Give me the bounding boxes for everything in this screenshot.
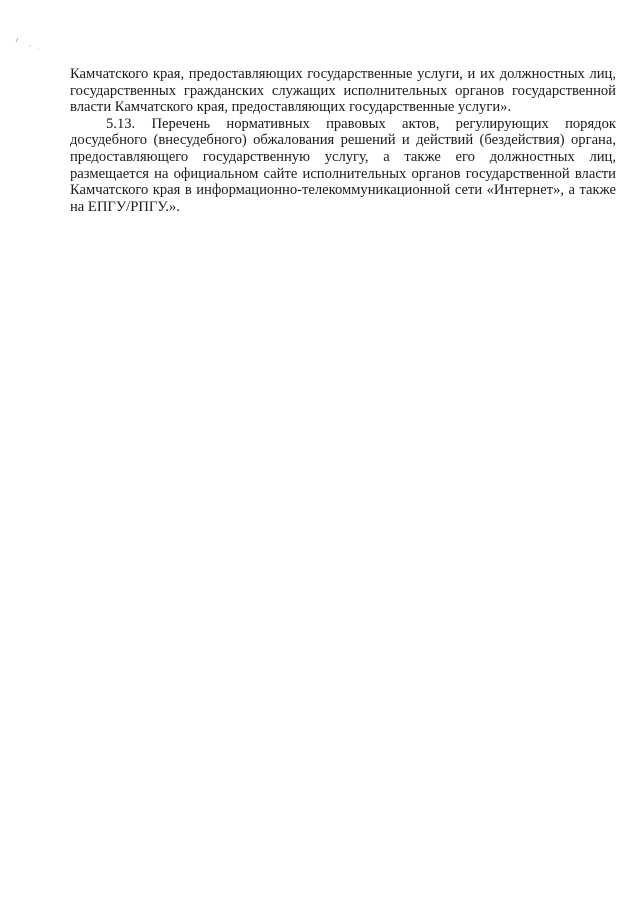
scan-specks <box>14 36 44 52</box>
paragraph-5-13: 5.13. Перечень нормативных правовых актов, регулирующих порядок досудебного (внесудебного) обжалования решений и действий (бездействия) органа, предоставляющего государственную услугу, а также его должностных лиц, размещается на официальном сайте исполнительных органов государственной власти Камчатского края в информационно-телекоммуникационной сети «Интернет», а также на ЕПГУ/РПГУ.». <box>70 115 616 215</box>
document-body <box>70 66 616 215</box>
paragraph-continuation: Камчатского края, предоставляющих государственные услуги, и их должностных лиц, государственных гражданских служащих исполнительных органов государственной власти Камчатского края, предоставляющих государственные услуги». <box>70 66 616 116</box>
